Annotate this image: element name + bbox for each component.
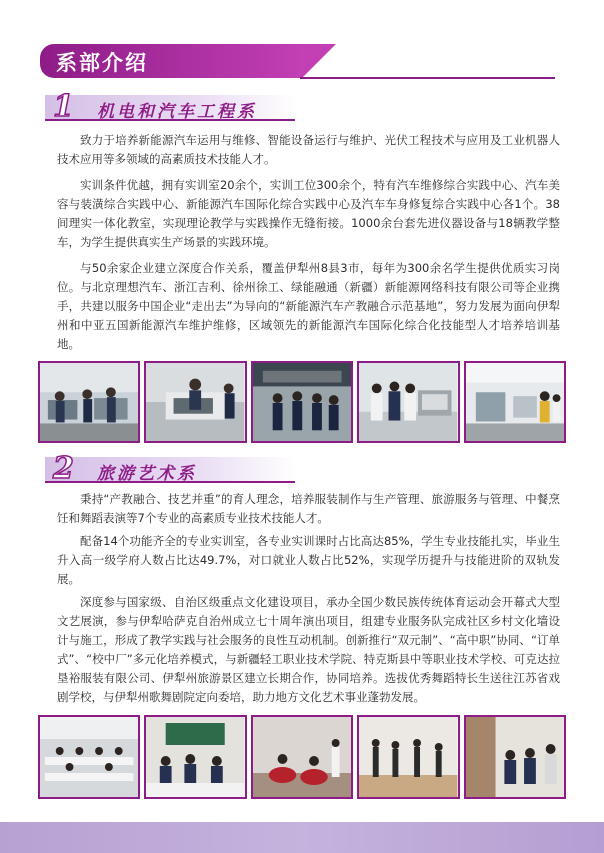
header-underline [300,77,555,79]
section2-paragraph-1: 秉持“产教融合、技艺并重”的育人理念，培养服装制作与生产管理、旅游服务与管理、中餐烹饪和舞蹈表演等7个专业的高素质专业技术技能人才。 [57,492,560,525]
section1-paragraph-1: 致力于培养新能源汽车运用与维修、智能设备运行与维护、光伏工程技术与应用及工业机器人技术应用等多领域的高素质技术技能人才。 [57,133,560,166]
section-number: 1 [53,89,74,124]
section-title: 旅游艺术系 [97,464,197,484]
engine-repair-photo [144,361,246,443]
vehicle-lift-training-photo [251,361,353,443]
industrial-robot-lab-photo [464,361,566,443]
section-heading-mechatronics [45,89,297,124]
art-class-photo [464,715,566,799]
section-heading-tourism-art [45,451,297,486]
automotive-workshop-photo [38,361,140,443]
footer-band [0,822,604,853]
section1-photo-strip [38,361,566,443]
sewing-class-photo [144,715,246,799]
dance-performance-photo [251,715,353,799]
electrical-lab-photo [357,361,459,443]
section-number: 2 [53,451,74,486]
section-title: 机电和汽车工程系 [97,102,257,122]
dance-studio-photo [357,715,459,799]
page-title: 系部介绍 [56,51,148,75]
section1-paragraph-3: 与50余家企业建立深度合作关系，覆盖伊犁州8县3市，每年为300余名学生提供优质实习岗位。与北京理想汽车、浙江吉利、徐州徐工、绿能融通（新疆）新能源网络科技有限公司等企业携手，共建以服务中国企业“走出去”为导向的“新能源汽车产教融合示范基地”，努力发展为面向伊犁州和中亚五国新能源汽车维护维修，区域领先的新能源汽车国际化综合化技能型人才培养培训基地。 [57,261,560,351]
section2-paragraph-2: 配备14个功能齐全的专业实训室，各专业实训课时占比高达85%，学生专业技能扎实，毕业生升入高一级学府人数占比达49.7%，对口就业人数占比52%，实现学历提升与技能进阶的双轨发展。 [57,534,560,586]
section2-paragraph-3: 深度参与国家级、自治区级重点文化建设项目，承办全国少数民族传统体育运动会开幕式大型文艺展演，参与伊犁哈萨克自治州成立七十周年演出项目，组建专业服务队完成社区乡村文化墙设计与施工，形成了教学实践与社会服务的良性互动机制。创新推行“双元制”、“高中职”协同、“订单式”、“校中厂”多元化培养模式，与新疆轻工职业技术学院、特克斯县中等职业技术学校、可克达拉垦裕服装有限公司、伊犁州旅游景区建立长期合作，协同培养。选拔优秀舞蹈特长生送往江苏省戏剧学校，与伊犁州歌舞剧院定向委培，助力地方文化艺术事业蓬勃发展。 [57,595,560,704]
section2-photo-strip [38,715,566,799]
garment-workshop-photo [38,715,140,799]
section1-paragraph-2: 实训条件优越，拥有实训室20余个，实训工位300余个，特有汽车维修综合实践中心、汽车美容与装潢综合实践中心、新能源汽车国际化综合实践中心及汽车车身修复综合实践中心各1个。38间理实一体化教室，实现理论教学与实践操作无缝衔接。1000余台套先进仪器设备与18辆教学整车，为学生提供真实生产场景的实践环境。 [57,178,560,249]
